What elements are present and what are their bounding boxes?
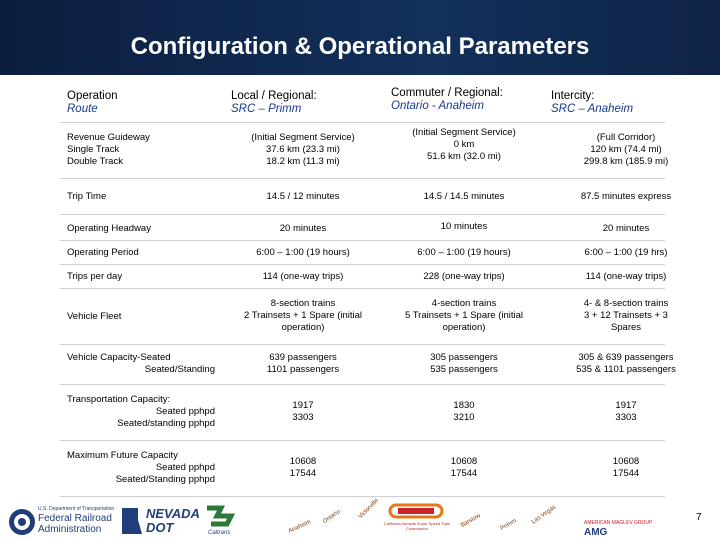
cell-line: 17544 [450, 468, 478, 479]
table-cell: 14.5 / 14.5 minutes [423, 191, 505, 202]
cell-line: 8-section trains [270, 298, 336, 309]
cell-line: 1830 [453, 400, 475, 411]
cell-line: 10608 [612, 456, 640, 467]
col-header-intercity [551, 90, 701, 116]
table-cell [388, 127, 540, 163]
table-cell: 114 (one-way trips) [262, 271, 344, 282]
table-cell: 20 minutes [279, 223, 327, 234]
cell-line: Spares [610, 322, 642, 333]
col-header-line1: Intercity: [551, 90, 595, 102]
cell-line: 5 Trainsets + 1 Spare (initial [404, 310, 524, 321]
cell-line: 4- & 8-section trains [583, 298, 669, 309]
cell-line: 18.2 km (11.3 mi) [266, 156, 340, 167]
table-cell [388, 400, 540, 424]
row-label: Vehicle Fleet [67, 311, 122, 322]
station-label: Ontario [322, 508, 342, 526]
col-header-line2: SRC – Primm [231, 103, 302, 115]
cell-line: 17544 [612, 468, 640, 479]
fra-seal-icon [8, 508, 36, 536]
table-cell: 6:00 – 1:00 (19 hours) [417, 247, 511, 258]
table-cell: 228 (one-way trips) [423, 271, 505, 282]
row-label-line: Maximum Future Capacity [67, 450, 178, 461]
cell-line: 535 passengers [430, 364, 498, 375]
caltrans-icon [205, 504, 239, 528]
table-cell [548, 456, 704, 480]
col-header-line2: SRC – Anaheim [551, 103, 634, 115]
table-cell: 6:00 – 1:00 (19 hours) [256, 247, 350, 258]
table-cell [548, 352, 704, 376]
cell-line: (Full Corridor) [596, 132, 656, 143]
row-divider [60, 240, 665, 241]
table-cell: 6:00 – 1:00 (19 hrs) [584, 247, 668, 258]
row-label [67, 450, 227, 486]
row-divider [60, 264, 665, 265]
row-label-line: Double Track [67, 156, 123, 167]
fra-name-line: Administration [38, 524, 102, 535]
cell-line: 0 km [453, 139, 475, 150]
row-label-line: Revenue Guideway [67, 132, 150, 143]
table-cell [228, 456, 378, 480]
row-divider [60, 288, 665, 289]
cell-line: 299.8 km (185.9 mi) [583, 156, 669, 167]
table-cell [548, 400, 704, 424]
commission-logo-icon [388, 502, 444, 520]
commission-text: California-Nevada Super Speed Train Commission [383, 521, 451, 531]
ndot-state-icon [120, 506, 144, 536]
ndot-line1: NEVADA [146, 506, 200, 521]
cell-line: 120 km (74.4 mi) [590, 144, 662, 155]
fra-dept-text: U.S. Department of Transportation [38, 506, 115, 512]
cell-line: 3303 [615, 412, 637, 423]
col-header-line1: Commuter / Regional: [391, 87, 503, 99]
amg-tagline: AMERICAN MAGLEV GROUP [584, 520, 653, 526]
cell-line: 10608 [450, 456, 478, 467]
col-header-operation [67, 90, 227, 116]
slide-header [0, 0, 720, 75]
row-label [67, 394, 227, 430]
row-label-line: Vehicle Capacity-Seated [67, 352, 171, 363]
station-label: Las Vegas [530, 504, 558, 526]
cell-line: 17544 [289, 468, 317, 479]
cell-line: operation) [442, 322, 486, 333]
row-divider [60, 496, 665, 497]
row-label: Operating Period [67, 247, 139, 258]
row-label: Trip Time [67, 191, 107, 202]
table-cell: 14.5 / 12 minutes [266, 191, 340, 202]
cell-line: 639 passengers [269, 352, 337, 363]
cell-line: operation) [281, 322, 325, 333]
cell-line: (Initial Segment Service) [412, 127, 516, 138]
col-header-line2: Route [67, 103, 98, 115]
col-header-line1: Local / Regional: [231, 90, 317, 102]
cell-line: 1917 [292, 400, 314, 411]
slide-title: Configuration & Operational Parameters [130, 33, 590, 60]
station-label: Primm [499, 518, 518, 532]
cell-line: 3210 [453, 412, 475, 423]
table-cell [388, 298, 540, 334]
station-label: Anaheim [287, 519, 312, 535]
cell-line: 51.6 km (32.0 mi) [427, 151, 501, 162]
cell-line: 3 + 12 Trainsets + 3 [584, 310, 668, 321]
col-header-commuter [391, 87, 541, 113]
row-label-line: Seated/Standing [144, 364, 215, 375]
row-label: Operating Headway [67, 223, 151, 234]
col-header-local [231, 90, 381, 116]
row-label [67, 352, 227, 376]
table-cell: 10 minutes [440, 221, 488, 232]
amg-logo-text: AMG [584, 527, 608, 538]
cell-line: 37.6 km (23.3 mi) [266, 144, 340, 155]
table-cell [228, 400, 378, 424]
cell-line: 535 & 1101 passengers [576, 364, 676, 375]
col-header-line1: Operation [67, 90, 118, 102]
cell-line: 2 Trainsets + 1 Spare (initial [243, 310, 363, 321]
cell-line: 305 & 639 passengers [578, 352, 674, 363]
col-header-line2: Ontario - Anaheim [391, 100, 484, 112]
table-cell [228, 298, 378, 334]
row-label-line: Seated pphpd [155, 406, 215, 417]
table-cell [388, 456, 540, 480]
station-label: Victorville [357, 497, 380, 521]
table-cell: 20 minutes [602, 223, 650, 234]
row-label-line: Transportation Capacity: [67, 394, 171, 405]
ndot-line2: DOT [146, 520, 174, 535]
table-cell [228, 132, 378, 168]
logo-footer [0, 497, 720, 540]
row-label: Trips per day [67, 271, 123, 282]
table-cell [548, 298, 704, 334]
row-label-line: Single Track [67, 144, 120, 155]
cell-line: (Initial Segment Service) [251, 132, 355, 143]
station-label: Barstow [459, 512, 482, 530]
cell-line: 3303 [292, 412, 314, 423]
row-divider [60, 214, 665, 215]
row-divider [60, 122, 665, 123]
cell-line: 10608 [289, 456, 317, 467]
row-label [67, 132, 227, 168]
row-divider [60, 384, 665, 385]
cell-line: 1917 [615, 400, 637, 411]
row-label-line: Seated pphpd [155, 462, 215, 473]
row-divider [60, 440, 665, 441]
cell-line: 4-section trains [431, 298, 497, 309]
row-divider [60, 178, 665, 179]
table-cell: 87.5 minutes express [580, 191, 672, 202]
table-cell [548, 132, 704, 168]
table-cell [228, 352, 378, 376]
row-label-line: Seated/standing pphpd [117, 418, 215, 429]
fra-name-line: Federal Railroad [38, 513, 112, 524]
cell-line: 305 passengers [430, 352, 498, 363]
caltrans-text: Caltrans [208, 530, 231, 536]
row-label-line: Seated/Standing pphpd [115, 474, 215, 485]
table-cell: 114 (one-way trips) [585, 271, 667, 282]
row-divider [60, 344, 665, 345]
table-cell [388, 352, 540, 376]
slide-number: 7 [696, 512, 702, 523]
cell-line: 1101 passengers [266, 364, 340, 375]
